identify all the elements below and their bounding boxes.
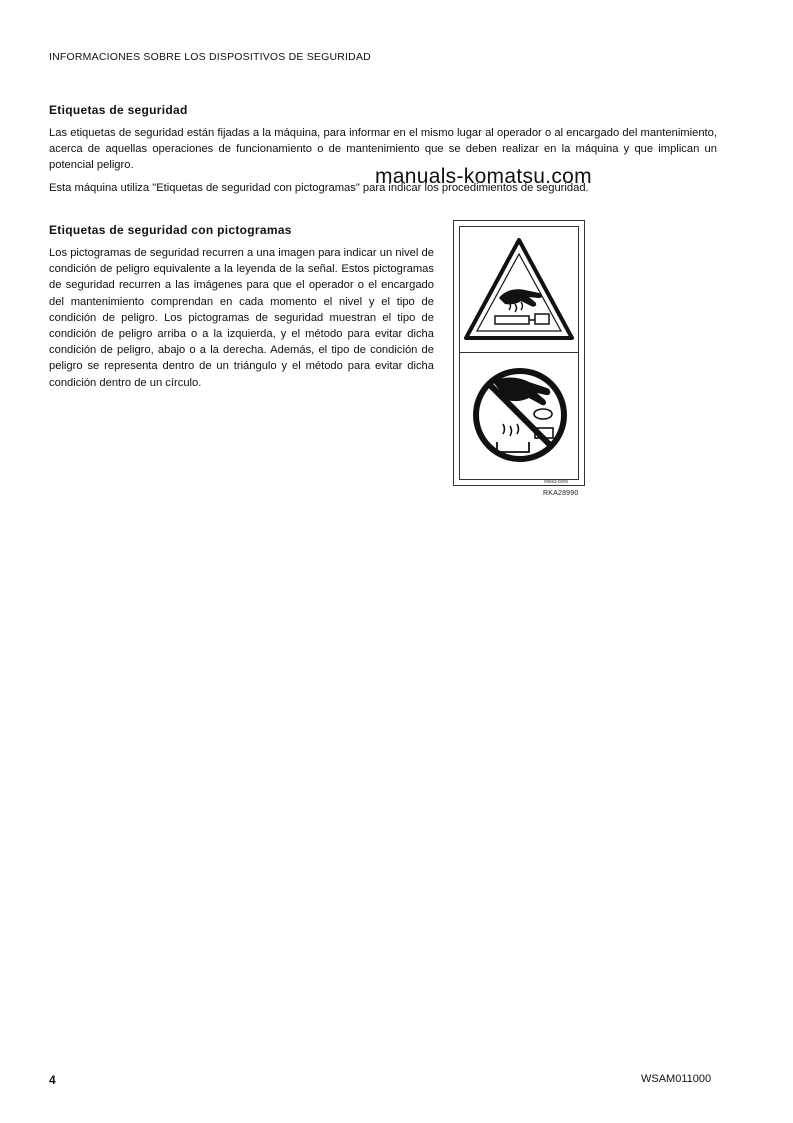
- section-paragraph-usage: Esta máquina utiliza "Etiquetas de seguridad con pictogramas" para indicar los procedimientos de seguridad.: [49, 182, 589, 194]
- document-code: WSAM011000: [641, 1073, 712, 1085]
- page-number: 4: [49, 1073, 56, 1087]
- safety-label-divider: [459, 352, 579, 353]
- section-heading-safety-labels: Etiquetas de seguridad: [49, 103, 188, 117]
- section-heading-pictograms: Etiquetas de seguridad con pictogramas: [49, 223, 292, 237]
- page-header: INFORMACIONES SOBRE LOS DISPOSITIVOS DE SEGURIDAD: [49, 51, 371, 63]
- hot-surface-warning-triangle-icon: [459, 230, 579, 348]
- label-part-number: 09653-0005: [544, 479, 569, 484]
- section-paragraph-intro: Las etiquetas de seguridad están fijadas a la máquina, para informar en el mismo lugar al operador o al encargado del mantenimiento, acerca de aquellas operaciones de funcionamiento o de mantenimiento que se deben realizar en la máquina y que implican un potencial peligro.: [49, 127, 717, 172]
- do-not-touch-prohibition-circle-icon: [459, 356, 579, 476]
- watermark-text: manuals-komatsu.com: [375, 165, 592, 188]
- figure-code: RKA28990: [543, 490, 579, 497]
- section-paragraph-pictograms: Los pictogramas de seguridad recurren a una imagen para indicar un nivel de condición de peligro equivalente a la leyenda de la señal. Estos pictogramas de seguridad recurren a las imágenes para que el operador o el encargado del mantenimiento comprendan en cada momento el nivel y el tipo de condición de peligro. Los pictogramas de seguridad muestran el tipo de condición de peligro arriba o a la izquierda, y el método para evitar dicha condición de peligro, abajo o a la derecha. Además, el tipo de condición de peligro se representa dentro de un triángulo y el método para evitar dicha condición dentro de un círculo.: [49, 247, 434, 389]
